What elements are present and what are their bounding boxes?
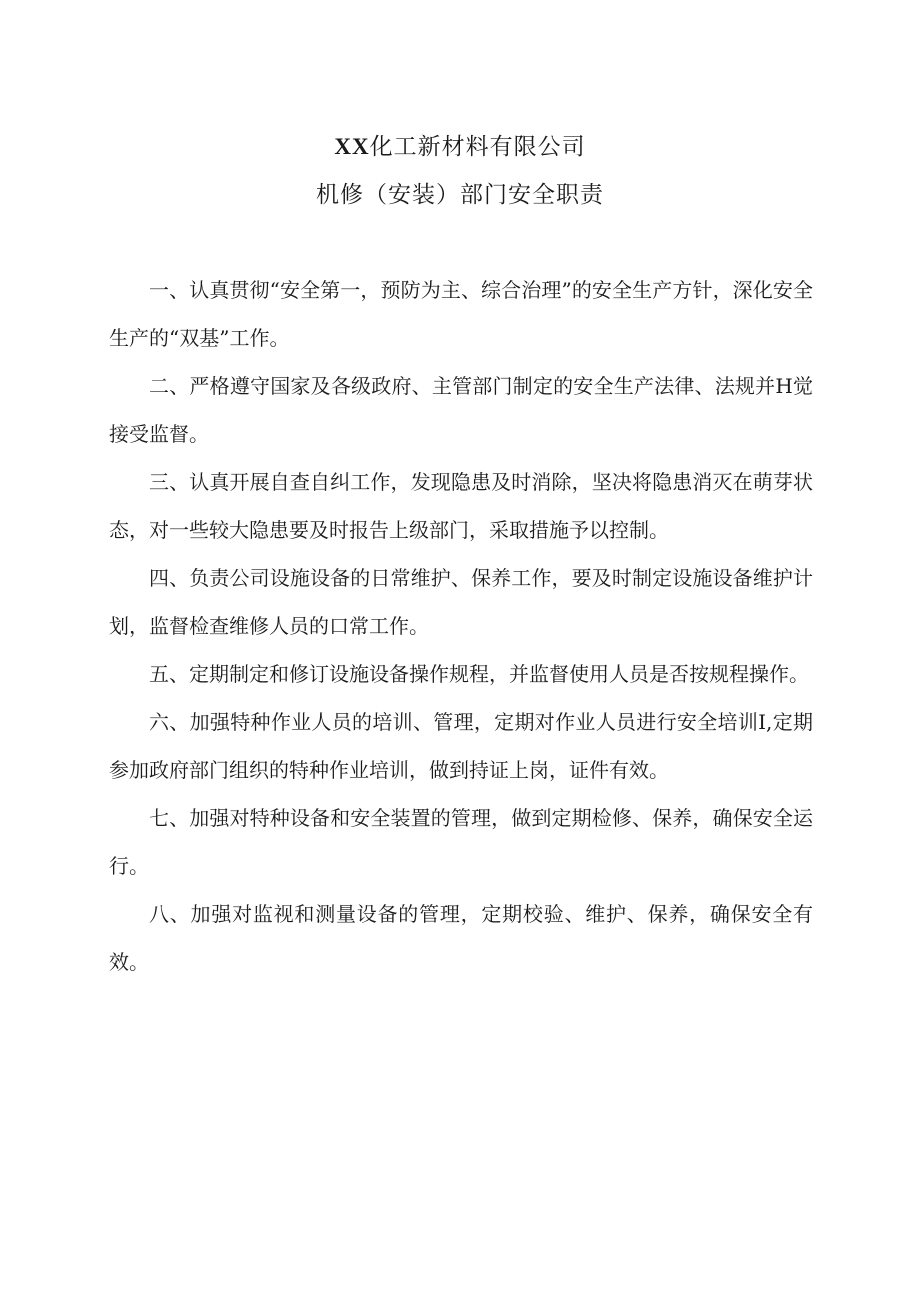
- paragraph-2: 二、严格遵守国家及各级政府、主管部门制定的安全生产法律、法规并H觉接受监督。: [109, 374, 813, 446]
- company-name-prefix: XX: [334, 134, 370, 159]
- document-body: [109, 266, 813, 986]
- company-title: [0, 128, 920, 161]
- document-title: 机修（安装）部门安全职责: [316, 182, 604, 208]
- paragraph-4: 四、负责公司设施设备的日常维护、保养工作，要及时制定设施设备维护计划，监督检查维修人员的口常工作。: [109, 566, 813, 638]
- company-name-rest: 化工新材料有限公司: [369, 134, 586, 160]
- paragraph-3: 三、认真开展自查自纠工作，发现隐患及时消除，坚决将隐患消灭在萌芽状态，对一些较大隐患要及时报告上级部门，采取措施予以控制。: [109, 470, 813, 542]
- paragraph-7: 七、加强对特种设备和安全装置的管理，做到定期检修、保养，确保安全运行。: [109, 806, 813, 878]
- paragraph-8: 八、加强对监视和测量设备的管理，定期校验、维护、保养，确保安全有效。: [109, 902, 813, 974]
- paragraph-1: 一、认真贯彻“安全第一，预防为主、综合治理”的安全生产方针，深化安全生产的“双基”工作。: [109, 278, 813, 350]
- paragraph-5: 五、定期制定和修订设施设备操作规程，并监督使用人员是否按规程操作。: [149, 662, 809, 686]
- paragraph-6: 六、加强特种作业人员的培训、管理，定期对作业人员进行安全培训I,定期参加政府部门组织的特种作业培训，做到持证上岗，证件有效。: [109, 710, 813, 782]
